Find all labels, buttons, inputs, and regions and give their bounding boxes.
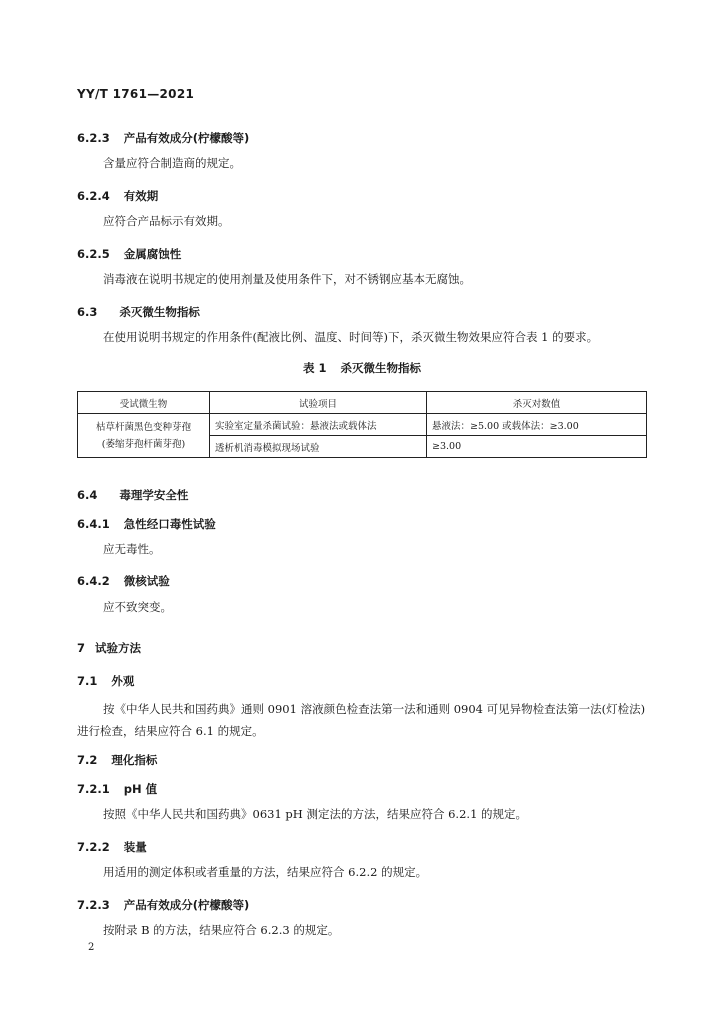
section-number: 6.4.1 [77, 517, 110, 531]
kill-log-value-cell: ≥3.00 [427, 436, 647, 458]
paragraph: 应符合产品标示有效期。 [103, 214, 230, 228]
paragraph: 应无毒性。 [103, 542, 161, 556]
section-number: 7.2.1 [77, 782, 110, 796]
paragraph: 应不致突变。 [103, 600, 172, 614]
organism-cell [78, 414, 210, 458]
paragraph: 在使用说明书规定的作用条件(配液比例、温度、时间等)下，杀灭微生物效果应符合表 1 的要求。 [103, 330, 599, 344]
paragraph: 按附录 B 的方法，结果应符合 6.2.3 的规定。 [103, 923, 340, 937]
organism-name: 枯草杆菌黑色变种芽孢 [95, 421, 191, 433]
section-title: 金属腐蚀性 [123, 247, 182, 261]
section-number: 7.2 [77, 753, 98, 767]
section-title: 装量 [123, 840, 147, 854]
microbe-kill-table [77, 391, 647, 458]
section-heading-6-2-5 [77, 246, 181, 262]
section-heading-7 [77, 640, 141, 656]
section-number: 7.2.2 [77, 840, 110, 854]
section-heading-6-2-3 [77, 130, 249, 146]
kill-log-value-cell: 悬液法：≥5.00 或载体法：≥3.00 [427, 414, 647, 436]
table-caption [77, 360, 647, 376]
section-title: 外观 [111, 674, 135, 688]
test-item-cell: 实验室定量杀菌试验：悬液法或载体法 [210, 414, 427, 436]
test-item-cell: 透析机消毒模拟现场试验 [210, 436, 427, 458]
page-number: 2 [88, 942, 95, 953]
standard-code-header: YY/T 1761—2021 [77, 87, 195, 101]
section-number: 7 [77, 641, 86, 655]
paragraph: 用适用的测定体积或者重量的方法，结果应符合 6.2.2 的规定。 [103, 865, 428, 879]
section-title: 理化指标 [111, 753, 158, 767]
table-row [78, 414, 647, 436]
section-heading-6-3 [77, 304, 200, 320]
section-heading-6-4-2 [77, 573, 170, 589]
table-header-row [78, 392, 647, 414]
section-number: 6.2.5 [77, 247, 110, 261]
table-header-cell: 试验项目 [210, 392, 427, 414]
table-caption-title: 杀灭微生物指标 [340, 361, 421, 375]
section-title: pH 值 [123, 782, 158, 796]
section-number: 6.4 [77, 488, 98, 502]
section-heading-6-4 [77, 487, 188, 503]
section-title: 产品有效成分(柠檬酸等) [123, 898, 250, 912]
section-number: 7.2.3 [77, 898, 110, 912]
section-heading-6-2-4 [77, 188, 158, 204]
section-title: 有效期 [123, 189, 159, 203]
section-number: 6.4.2 [77, 574, 110, 588]
paragraph: 消毒液在说明书规定的使用剂量及使用条件下，对不锈钢应基本无腐蚀。 [103, 272, 471, 286]
section-number: 6.3 [77, 305, 98, 319]
table-header-cell: 杀灭对数值 [427, 392, 647, 414]
section-heading-7-2-1 [77, 781, 157, 797]
section-title: 试验方法 [95, 641, 142, 655]
paragraph: 按《中华人民共和国药典》通则 0901 溶液颜色检查法第一法和通则 0904 可见异物检查法第一法(灯检法)进行检查，结果应符合 6.1 的规定。 [77, 702, 646, 738]
section-heading-7-2-3 [77, 897, 249, 913]
section-title: 产品有效成分(柠檬酸等) [123, 131, 250, 145]
section-heading-7-2-2 [77, 839, 147, 855]
section-heading-6-4-1 [77, 516, 216, 532]
table-header-cell: 受试微生物 [78, 392, 210, 414]
section-title: 杀灭微生物指标 [119, 305, 200, 319]
section-title: 急性经口毒性试验 [123, 517, 216, 531]
section-number: 6.2.4 [77, 189, 110, 203]
section-number: 6.2.3 [77, 131, 110, 145]
section-title: 毒理学安全性 [119, 488, 189, 502]
paragraph: 按照《中华人民共和国药典》0631 pH 测定法的方法，结果应符合 6.2.1 的规定。 [103, 807, 528, 821]
paragraph: 含量应符合制造商的规定。 [103, 156, 241, 170]
section-number: 7.1 [77, 674, 98, 688]
section-heading-7-2 [77, 752, 157, 768]
section-title: 微核试验 [123, 574, 170, 588]
table-caption-number: 表 1 [302, 361, 327, 375]
section-heading-7-1 [77, 673, 134, 689]
organism-alt-name: (萎缩芽孢杆菌芽孢) [101, 438, 186, 450]
